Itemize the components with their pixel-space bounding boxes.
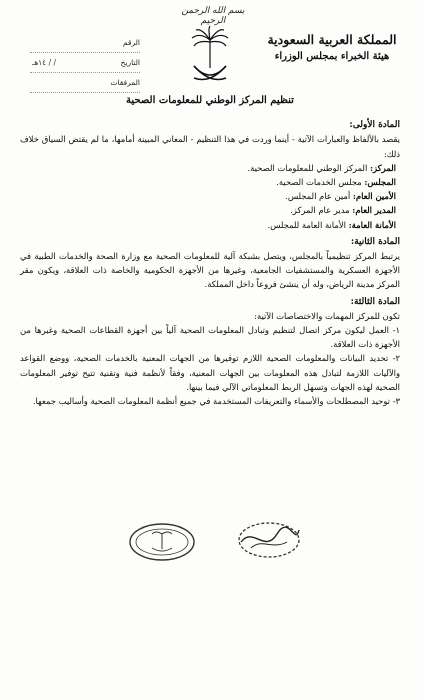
- definition-text: الأمانة العامة للمجلس.: [267, 219, 346, 230]
- definition-term: الأمين العام:: [352, 191, 396, 202]
- definition-item: [20, 175, 396, 189]
- ref-number-label: الرقم: [122, 38, 140, 47]
- definition-term: المركز:: [369, 162, 396, 173]
- definition-term: الأمانة العامة:: [348, 219, 396, 230]
- kingdom-name: المملكة العربية السعودية: [267, 32, 397, 47]
- article2-heading: المادة الثانية:: [350, 236, 400, 247]
- official-seal-stamp: [128, 522, 196, 562]
- document-body: [20, 92, 400, 408]
- list-item: ١- العمل ليكون مركز اتصال لتنظيم وتبادل المعلومات الصحية آلياً بين أجهزة القطاعات الصحية وغيرها من الأجهزة ذات العلاقة.: [20, 325, 400, 350]
- definition-text: مدير عام المركز.: [290, 205, 350, 216]
- ref-number-row: [30, 33, 140, 53]
- definition-item: [20, 203, 396, 217]
- date-row: [30, 53, 140, 73]
- palm-swords-emblem-icon: [188, 26, 232, 84]
- definition-item: [20, 161, 396, 175]
- date-label: التاريخ: [120, 58, 140, 67]
- article1-heading: المادة الأولى:: [349, 120, 400, 131]
- reference-box: [30, 33, 140, 93]
- definition-item: [20, 189, 396, 203]
- definition-term: المجلس:: [364, 177, 396, 188]
- definition-text: مجلس الخدمات الصحية.: [276, 177, 362, 188]
- definition-text: المركز الوطني للمعلومات الصحية.: [247, 162, 368, 173]
- definition-item: [20, 218, 396, 232]
- letterhead-authority: [257, 32, 407, 62]
- list-item: ٢- تحديد البيانات والمعلومات الصحية اللازم توفيرها من الجهات المعنية بالخدمات الصحية، ووضع القواعد والآليات اللازمة لتبادل هذه المعلومات بين الجهات المعنية، وفقاً لأنظمة فنية وتقنية تتيح توفير المعلومات الصحية لهذه الجهات وتسهل الربط المعلوماتي الآلي فيما بينها.: [20, 353, 400, 392]
- list-item: ٣- توحيد المصطلحات والأسماء والتعريفات المستخدمة في جميع أنظمة المعلومات الصحية وأساليب جمعها.: [32, 396, 400, 407]
- article1-intro: يقصد بالألفاظ والعبارات الآتية - أينما وردت في هذا التنظيم - المعاني المبينة أمامها، ما لم يقتض السياق خلاف ذلك:: [20, 134, 400, 159]
- document-title: تنظيم المركز الوطني للمعلومات الصحية: [126, 95, 294, 106]
- attachments-row: [30, 73, 140, 93]
- basmala-text: بسم الله الرحمن الرحيم: [181, 6, 245, 26]
- date-value: / / ١٤هـ: [32, 58, 57, 67]
- attachments-label: المرفقات: [110, 78, 140, 87]
- article3-intro: تكون للمركز المهمات والاختصاصات الآتية:: [254, 310, 400, 321]
- definition-term: المدير العام:: [352, 205, 396, 216]
- authority-name: هيئة الخبراء بمجلس الوزراء: [274, 51, 390, 62]
- article3-heading: المادة الثالثة:: [350, 296, 400, 307]
- definition-text: أمين عام المجلس.: [285, 191, 351, 202]
- signature-stamp: [235, 520, 303, 560]
- article2-text: يرتبط المركز تنظيمياً بالمجلس، ويتصل بشبكة آلية للمعلومات الصحية مع وزارة الصحة والخدمات الطبية في الأجهزة العسكرية والمستشفيات الجامعية، وغيرها من الأجهزة الحكومية والخاصة ذات العلاقة، ويكون مقر المركز مدينة الرياض، وله أن ينشئ فروعاً داخل المملكة.: [20, 251, 400, 290]
